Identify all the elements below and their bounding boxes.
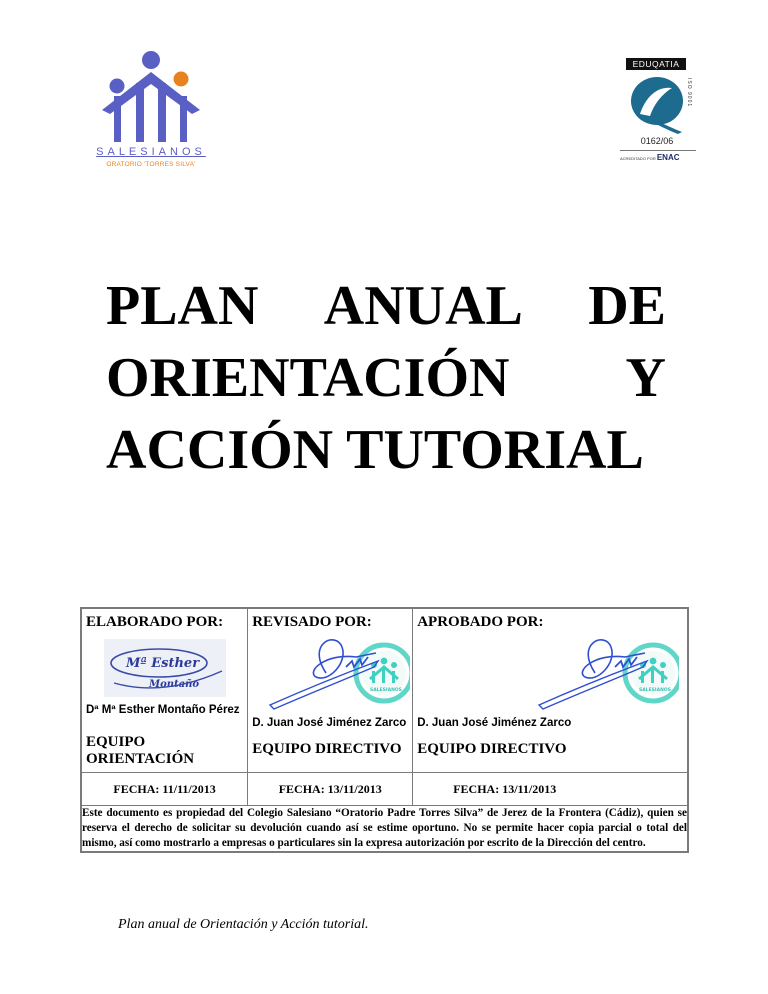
document-title	[106, 270, 666, 486]
legal-notice: Este documento es propiedad del Colegio Salesiano “Oratorio Padre Torres Silva” de Jerez de la Frontera (Cádiz), quien se reserva el derecho de solicitar su devolución cuando así se estime oportuno. No se permite hacer copia parcial o total del mismo, así como mostrarlo a empresas o particulares sin la expresa autorización por escrito de la Dirección del centro.	[81, 806, 688, 853]
revisado-header: REVISADO POR:	[252, 614, 372, 630]
aprobado-cell	[413, 608, 688, 773]
signature-esther-icon	[104, 639, 226, 697]
approval-table	[80, 607, 689, 853]
salesianos-logo	[96, 50, 206, 175]
accreditation-line	[620, 150, 696, 162]
title-line-1: PLAN ANUAL DE	[106, 275, 666, 337]
aprobado-date: FECHA: 13/11/2013	[413, 773, 688, 806]
revisado-team: EQUIPO DIRECTIVO	[252, 741, 402, 757]
elaborado-cell	[81, 608, 248, 773]
elaborado-header: ELABORADO POR:	[86, 614, 224, 630]
svg-text:Montaño: Montaño	[149, 679, 200, 690]
revisado-date: FECHA: 13/11/2013	[248, 773, 413, 806]
svg-text:Mª Esther: Mª Esther	[126, 656, 200, 671]
title-line-3: ACCIÓN TUTORIAL	[106, 419, 644, 481]
logo-brand-text: SALESIANOS	[96, 146, 206, 158]
signature-stamp-icon	[266, 633, 410, 711]
signature-stamp-icon	[535, 633, 679, 711]
quality-q-icon	[628, 74, 686, 134]
logo-subtitle-text: ORATORIO 'TORRES SILVA'	[106, 161, 196, 168]
title-line-2: ORIENTACIÓN Y	[106, 347, 666, 409]
aprobado-header: APROBADO POR:	[417, 614, 544, 630]
elaborado-team: EQUIPO ORIENTACIÓN	[86, 734, 195, 767]
iso-label: ISO 9001	[686, 78, 692, 108]
elaborado-name: Dª Mª Esther Montaño Pérez	[86, 704, 240, 716]
aprobado-team: EQUIPO DIRECTIVO	[417, 741, 567, 757]
accredited-by-label: ACREDITADO POR	[620, 156, 656, 161]
elaborado-date: FECHA: 11/11/2013	[81, 773, 248, 806]
revisado-cell	[248, 608, 413, 773]
page-footer: Plan anual de Orientación y Acción tutorial.	[118, 917, 369, 932]
eduqatia-iso-logo	[618, 50, 698, 160]
svg-text:SALESIANOS: SALESIANOS	[370, 688, 403, 693]
salesianos-figures-icon	[96, 50, 206, 146]
svg-text:SALESIANOS: SALESIANOS	[639, 688, 672, 693]
aprobado-name: D. Juan José Jiménez Zarco	[417, 717, 572, 729]
revisado-name: D. Juan José Jiménez Zarco	[252, 717, 407, 729]
cert-number: 0162/06	[640, 136, 674, 146]
eduqatia-badge: EDUQATIA	[626, 58, 686, 70]
enac-label: ENAC	[656, 153, 680, 162]
